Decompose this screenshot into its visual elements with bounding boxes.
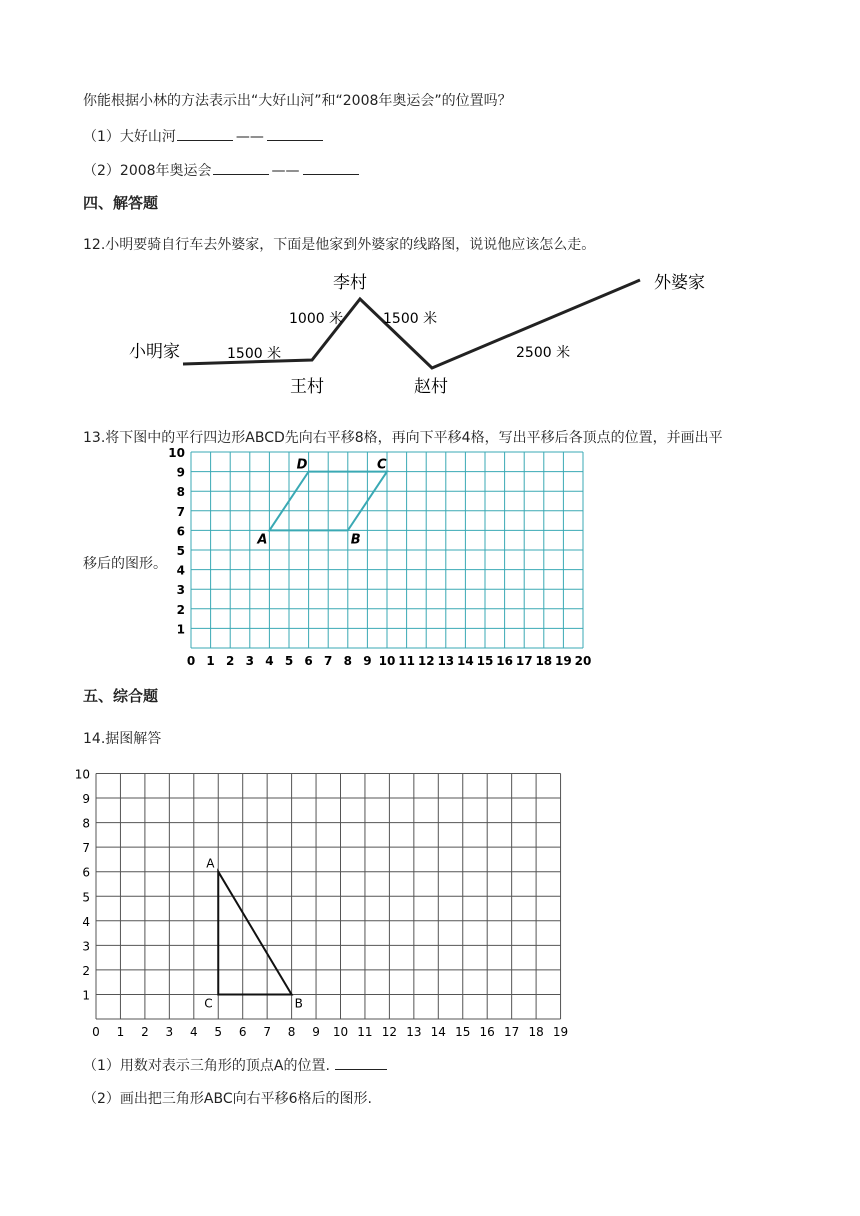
route-diagram	[0, 268, 860, 398]
x-tick-label: 13	[406, 1025, 422, 1039]
x-tick-label: 0	[186, 654, 196, 668]
x-tick-label: 18	[535, 654, 553, 668]
place-label: 李村	[333, 273, 367, 293]
distance-label: 2500 米	[516, 345, 571, 361]
y-tick-label: 8	[176, 485, 185, 500]
question-14-1-text: （1）用数对表示三角形的顶点A的位置.	[83, 1058, 330, 1074]
shape-outline	[218, 872, 291, 995]
vertex-label: D	[296, 457, 308, 473]
pair-separator: ——	[235, 129, 264, 145]
y-tick-label: 6	[82, 865, 90, 880]
y-tick-label: 7	[176, 504, 185, 519]
x-tick-label: 17	[515, 654, 533, 668]
y-tick-label: 7	[82, 841, 90, 856]
place-label: 小明家	[129, 342, 180, 362]
y-tick-label: 9	[82, 792, 90, 807]
vertex-label: B	[294, 996, 303, 1011]
place-label: 王村	[290, 377, 324, 397]
y-tick-label: 4	[176, 563, 185, 578]
x-tick-label: 9	[312, 1025, 320, 1039]
x-tick-label: 17	[504, 1025, 520, 1039]
y-tick-label: 8	[82, 816, 90, 831]
place-label: 赵村	[414, 377, 448, 397]
x-tick-label: 8	[343, 654, 352, 668]
x-tick-label: 13	[437, 654, 455, 668]
question-13: 13.将下图中的平行四边形ABCD先向右平移8格，再向下平移4格，写出平移后各顶点的位置，并画出平	[83, 430, 723, 446]
x-tick-label: 6	[304, 654, 313, 668]
intro-question: 你能根据小林的方法表示出“大好山河”和“2008年奥运会”的位置吗？	[83, 93, 512, 109]
x-tick-label: 1	[116, 1025, 125, 1039]
y-tick-label: 3	[176, 583, 185, 598]
vertex-label: A	[206, 856, 215, 871]
x-tick-label: 14	[457, 654, 474, 668]
x-tick-label: 11	[357, 1025, 373, 1039]
place-label: 外婆家	[654, 273, 705, 293]
x-tick-label: 15	[455, 1025, 471, 1039]
x-tick-label: 2	[141, 1025, 149, 1039]
sub-question-1	[83, 126, 324, 146]
x-tick-label: 16	[496, 654, 513, 668]
x-tick-label: 12	[381, 1025, 398, 1039]
x-tick-label: 11	[398, 654, 415, 668]
x-tick-label: 2	[226, 654, 235, 668]
x-tick-label: 5	[214, 1025, 223, 1039]
x-tick-label: 15	[476, 654, 494, 668]
y-tick-label: 3	[82, 939, 90, 954]
section-5-heading: 五、综合题	[83, 687, 159, 705]
x-tick-label: 3	[165, 1025, 174, 1039]
x-tick-label: 4	[265, 654, 274, 668]
question-13-tail: 移后的图形。	[83, 556, 167, 572]
y-tick-label: 2	[176, 602, 185, 617]
x-tick-label: 9	[363, 654, 372, 668]
vertex-label: A	[257, 532, 268, 548]
x-tick-label: 18	[528, 1025, 544, 1039]
grid-2	[74, 760, 588, 1042]
answer-blank[interactable]	[335, 1057, 387, 1070]
pair-separator: ——	[271, 163, 300, 179]
x-tick-label: 7	[324, 654, 333, 668]
y-tick-label: 9	[176, 465, 185, 480]
y-tick-label: 4	[82, 914, 90, 929]
sub-question-2	[83, 160, 360, 180]
answer-blank[interactable]	[267, 128, 323, 141]
y-tick-label: 2	[82, 963, 90, 978]
y-tick-label: 5	[176, 544, 185, 558]
grid-1	[166, 446, 596, 676]
x-tick-label: 14	[430, 1025, 446, 1039]
vertex-label: B	[350, 532, 361, 548]
answer-blank[interactable]	[303, 162, 359, 175]
y-tick-label: 1	[176, 622, 185, 637]
x-tick-label: 1	[206, 654, 215, 668]
y-tick-label: 6	[176, 524, 185, 539]
section-4-heading: 四、解答题	[83, 194, 159, 212]
x-tick-label: 10	[332, 1025, 349, 1039]
y-tick-label: 10	[168, 446, 185, 460]
x-tick-label: 5	[284, 654, 294, 668]
y-tick-label: 5	[82, 890, 90, 905]
sub-question-2-label: （2）2008年奥运会	[83, 163, 212, 179]
sub-question-1-label: （1）大好山河	[83, 129, 176, 145]
x-tick-label: 16	[479, 1025, 495, 1039]
question-12: 12.小明要骑自行车去外婆家，下面是他家到外婆家的线路图，说说他应该怎么走。	[83, 237, 596, 253]
distance-label: 1500 米	[227, 346, 282, 362]
question-14: 14.据图解答	[83, 731, 162, 747]
x-tick-label: 4	[189, 1025, 198, 1039]
x-tick-label: 7	[263, 1025, 271, 1039]
y-tick-label: 10	[74, 767, 90, 782]
distance-label: 1500 米	[383, 311, 438, 327]
x-tick-label: 0	[92, 1025, 100, 1039]
x-tick-label: 20	[574, 654, 592, 668]
y-tick-label: 1	[82, 988, 90, 1003]
x-tick-label: 12	[417, 654, 435, 668]
question-14-1	[83, 1055, 388, 1075]
distance-label: 1000 米	[289, 311, 344, 327]
question-14-2: （2）画出把三角形ABC向右平移6格后的图形.	[83, 1091, 372, 1107]
vertex-label: C	[204, 996, 213, 1011]
x-tick-label: 19	[555, 654, 572, 668]
x-tick-label: 8	[287, 1025, 296, 1039]
x-tick-label: 6	[238, 1025, 247, 1039]
vertex-label: C	[377, 457, 387, 473]
answer-blank[interactable]	[177, 128, 233, 141]
x-tick-label: 19	[552, 1025, 569, 1039]
answer-blank[interactable]	[213, 162, 269, 175]
x-tick-label: 10	[378, 654, 396, 668]
x-tick-label: 3	[245, 654, 254, 668]
